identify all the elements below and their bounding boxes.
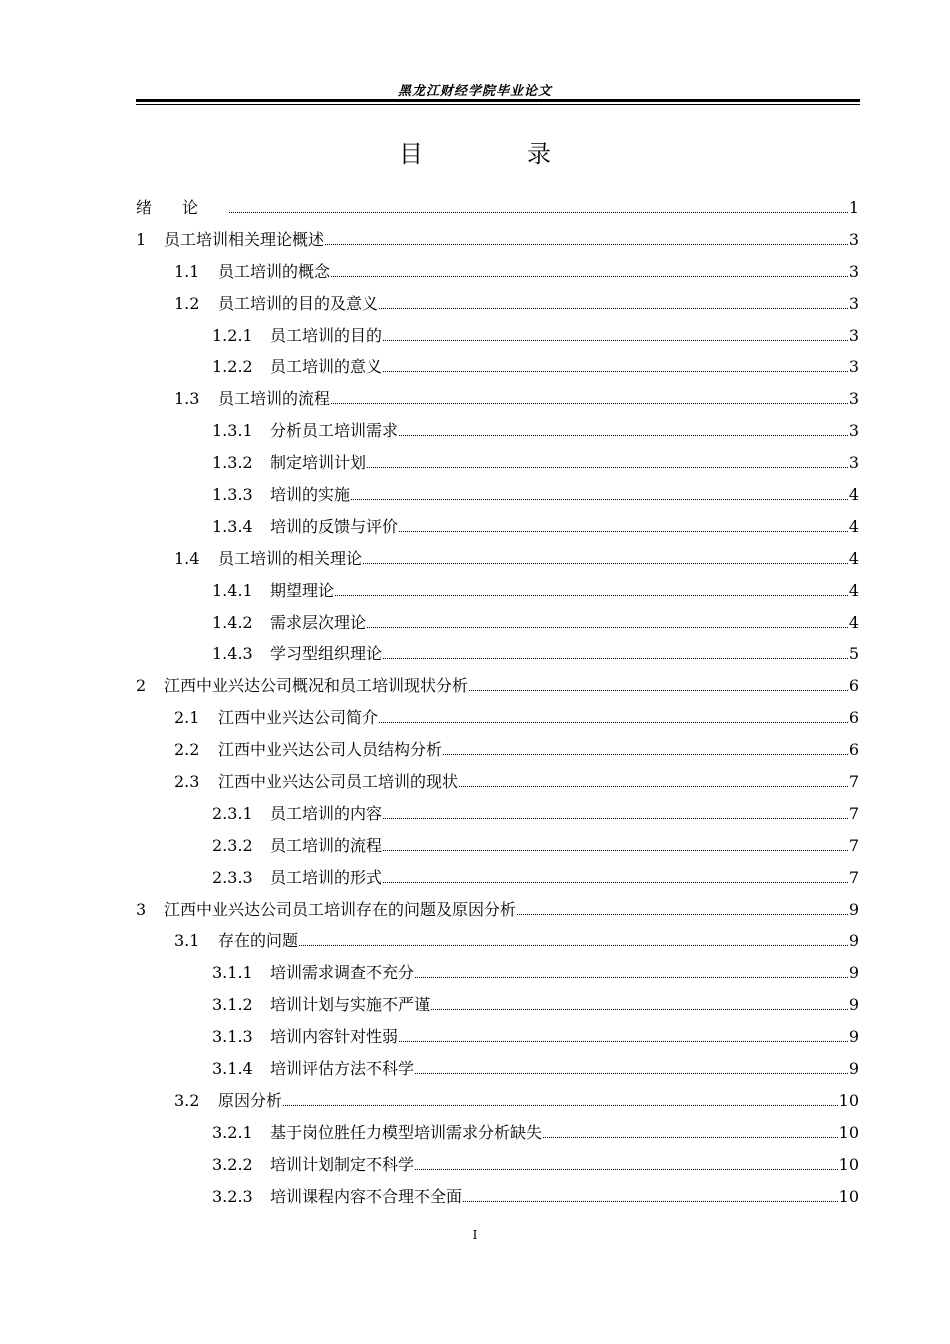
toc-entry[interactable] (136, 957, 859, 989)
toc-dot-leader (399, 531, 848, 532)
toc-entry-page: 9 (848, 899, 859, 919)
toc-entry-title: 员工培训相关理论概述 (164, 229, 325, 249)
toc-entry[interactable] (136, 288, 859, 320)
running-header: 黑龙江财经学院毕业论文 (397, 84, 552, 99)
toc-entry-title: 员工培训的流程 (218, 389, 331, 409)
toc-entry-number: 1.4.1 (212, 580, 253, 600)
toc-entry-title: 员工培训的内容 (270, 803, 383, 823)
toc-dot-leader (415, 1073, 848, 1074)
toc-dot-leader (335, 595, 848, 596)
toc-dot-leader (325, 244, 848, 245)
toc-entry-title: 绪论 (136, 198, 229, 217)
toc-entry-page: 4 (848, 485, 859, 505)
toc-entry[interactable] (136, 383, 859, 415)
toc-entry[interactable] (136, 1085, 859, 1117)
toc-entry-number: 1.3.4 (212, 516, 253, 536)
toc-entry-title: 员工培训的意义 (270, 357, 383, 377)
toc-entry[interactable] (136, 447, 859, 479)
toc-entry-page: 7 (848, 772, 859, 792)
toc-entry[interactable] (136, 925, 859, 957)
header-rule-thin (136, 104, 860, 105)
toc-entry[interactable] (136, 415, 859, 447)
toc-entry[interactable] (136, 734, 859, 766)
toc-dot-leader (469, 690, 848, 691)
toc-entry-title: 培训计划制定不科学 (270, 1154, 415, 1174)
toc-entry-title: 需求层次理论 (270, 612, 367, 632)
toc-dot-leader (443, 754, 848, 755)
toc-entry-number: 1.3.1 (212, 421, 253, 441)
toc-entry[interactable] (136, 798, 859, 830)
toc-entry-number: 2.3.2 (212, 835, 253, 855)
toc-dot-leader (383, 340, 848, 341)
toc-dot-leader (517, 914, 848, 915)
toc-entry-page: 1 (848, 198, 859, 217)
toc-entry[interactable] (136, 638, 859, 670)
toc-dot-leader (431, 1009, 848, 1010)
toc-entry-number: 1.3.3 (212, 485, 253, 505)
toc-entry[interactable] (136, 862, 859, 894)
toc-dot-leader (543, 1137, 838, 1138)
toc-entry-number: 1.2 (174, 293, 200, 313)
toc-entry[interactable] (136, 1149, 859, 1181)
toc-entry[interactable] (136, 1053, 859, 1085)
toc-dot-leader (383, 850, 848, 851)
toc-entry-page: 6 (848, 740, 859, 760)
toc-entry-title: 培训内容针对性弱 (270, 1027, 399, 1047)
toc-dot-leader (331, 276, 848, 277)
toc-entry-number: 3.2.1 (212, 1122, 253, 1142)
page-number: I (472, 1228, 478, 1242)
toc-entry[interactable] (136, 702, 859, 734)
toc-entry-page: 3 (848, 325, 859, 345)
toc-entry-page: 7 (848, 867, 859, 887)
toc-dot-leader (415, 977, 848, 978)
toc-entry-number: 1.4 (174, 548, 200, 568)
toc-dot-leader (383, 882, 848, 883)
toc-dot-leader (383, 818, 848, 819)
toc-entry-page: 10 (838, 1122, 859, 1142)
toc-dot-leader (283, 1105, 838, 1106)
header-rule-thick (136, 99, 860, 102)
toc-entry-title: 培训课程内容不合理不全面 (270, 1186, 463, 1206)
toc-entry-page: 3 (848, 357, 859, 377)
toc-entry-title: 江西中业兴达公司人员结构分析 (218, 740, 443, 760)
toc-entry-number: 3.1.2 (212, 995, 253, 1015)
toc-entry-title: 员工培训的概念 (218, 261, 331, 281)
toc-entry-page: 4 (848, 612, 859, 632)
toc-entry-number: 1.4.3 (212, 644, 253, 664)
toc-entry[interactable] (136, 575, 859, 607)
toc-entry-number: 3 (136, 899, 147, 919)
toc-entry-page: 4 (848, 580, 859, 600)
toc-entry-number: 1.2.1 (212, 325, 253, 345)
toc-entry[interactable] (136, 670, 859, 702)
toc-entry-page: 3 (848, 453, 859, 473)
toc-dot-leader (379, 308, 848, 309)
toc-entry[interactable] (136, 224, 859, 256)
toc-entry-page: 7 (848, 835, 859, 855)
toc-entry[interactable] (136, 607, 859, 639)
toc-entry-title: 培训的实施 (270, 485, 351, 505)
toc-entry-title: 培训计划与实施不严谨 (270, 995, 431, 1015)
toc-entry-number: 3.2.2 (212, 1154, 253, 1174)
toc-entry-title: 江西中业兴达公司员工培训存在的问题及原因分析 (164, 899, 517, 919)
toc-entry-number: 2.3 (174, 772, 200, 792)
toc-entry-number: 2.3.1 (212, 803, 253, 823)
toc-entry-page: 3 (848, 261, 859, 281)
toc-entry-title: 培训的反馈与评价 (270, 516, 399, 536)
toc-entry[interactable] (136, 479, 859, 511)
toc-entry-title: 原因分析 (218, 1090, 283, 1110)
table-of-contents (136, 192, 859, 1213)
toc-entry-title: 分析员工培训需求 (270, 421, 399, 441)
toc-entry-title: 培训需求调查不充分 (270, 963, 415, 983)
toc-entry[interactable] (136, 320, 859, 352)
toc-entry[interactable] (136, 894, 859, 926)
toc-entry-title: 期望理论 (270, 580, 335, 600)
toc-entry-page: 9 (848, 995, 859, 1015)
toc-entry-number: 3.2.3 (212, 1186, 253, 1206)
toc-entry-page: 3 (848, 389, 859, 409)
toc-entry[interactable] (136, 830, 859, 862)
toc-entry[interactable] (136, 1181, 859, 1213)
toc-entry-title: 员工培训的目的及意义 (218, 293, 379, 313)
toc-entry-number: 1.3 (174, 389, 200, 409)
toc-dot-leader (399, 435, 848, 436)
toc-entry[interactable] (136, 1117, 859, 1149)
toc-entry-title: 培训评估方法不科学 (270, 1059, 415, 1079)
toc-entry-title: 员工培训的相关理论 (218, 548, 363, 568)
toc-entry-number: 2 (136, 676, 147, 696)
toc-entry-page: 10 (838, 1154, 859, 1174)
toc-entry[interactable] (136, 766, 859, 798)
toc-dot-leader (229, 212, 848, 213)
toc-entry-page: 9 (848, 963, 859, 983)
toc-entry-number: 3.1.4 (212, 1059, 253, 1079)
toc-entry-number: 3.1.1 (212, 963, 253, 983)
toc-dot-leader (459, 786, 848, 787)
toc-title: 目 录 (399, 140, 591, 168)
toc-entry-page: 6 (848, 708, 859, 728)
toc-entry[interactable] (136, 351, 859, 383)
toc-entry-number: 1.1 (174, 261, 200, 281)
toc-entry-page: 6 (848, 676, 859, 696)
toc-entry-page: 3 (848, 293, 859, 313)
toc-dot-leader (379, 722, 848, 723)
toc-entry[interactable] (136, 1021, 859, 1053)
toc-dot-leader (383, 371, 848, 372)
toc-entry[interactable] (136, 511, 859, 543)
toc-dot-leader (399, 1041, 848, 1042)
toc-entry-title: 学习型组织理论 (270, 644, 383, 664)
toc-entry[interactable] (136, 543, 859, 575)
toc-entry-number: 1 (136, 229, 147, 249)
toc-entry-number: 3.2 (174, 1090, 200, 1110)
toc-entry-title: 江西中业兴达公司简介 (218, 708, 379, 728)
toc-entry-title: 江西中业兴达公司概况和员工培训现状分析 (164, 676, 469, 696)
toc-entry-page: 5 (848, 644, 859, 664)
toc-entry-page: 10 (838, 1186, 859, 1206)
toc-dot-leader (415, 1169, 838, 1170)
toc-dot-leader (367, 467, 848, 468)
toc-dot-leader (367, 627, 848, 628)
toc-entry[interactable] (136, 989, 859, 1021)
toc-dot-leader (383, 658, 848, 659)
toc-entry-number: 2.2 (174, 740, 200, 760)
toc-entry-number: 3.1 (174, 931, 200, 951)
toc-entry-title: 江西中业兴达公司员工培训的现状 (218, 772, 459, 792)
toc-entry-title: 存在的问题 (218, 931, 299, 951)
toc-entry-title: 制定培训计划 (270, 453, 367, 473)
toc-entry-number: 1.4.2 (212, 612, 253, 632)
toc-entry-number: 1.2.2 (212, 357, 253, 377)
toc-entry-title: 基于岗位胜任力模型培训需求分析缺失 (270, 1122, 543, 1142)
toc-entry-page: 3 (848, 229, 859, 249)
toc-entry-number: 2.3.3 (212, 867, 253, 887)
toc-dot-leader (299, 945, 848, 946)
toc-entry-title: 员工培训的流程 (270, 835, 383, 855)
toc-entry-title: 员工培训的形式 (270, 867, 383, 887)
toc-entry-page: 4 (848, 516, 859, 536)
toc-entry-page: 9 (848, 1059, 859, 1079)
toc-entry-page: 9 (848, 1027, 859, 1047)
toc-entry-page: 7 (848, 803, 859, 823)
toc-entry-number: 2.1 (174, 708, 200, 728)
toc-dot-leader (351, 499, 848, 500)
toc-entry-page: 4 (848, 548, 859, 568)
toc-entry-page: 10 (838, 1090, 859, 1110)
toc-entry-number: 1.3.2 (212, 453, 253, 473)
toc-entry[interactable] (136, 256, 859, 288)
toc-entry-page: 3 (848, 421, 859, 441)
toc-dot-leader (463, 1201, 838, 1202)
toc-dot-leader (331, 403, 848, 404)
toc-entry-page: 9 (848, 931, 859, 951)
toc-entry[interactable] (136, 192, 859, 224)
toc-entry-number: 3.1.3 (212, 1027, 253, 1047)
toc-entry-title: 员工培训的目的 (270, 325, 383, 345)
toc-dot-leader (363, 563, 848, 564)
